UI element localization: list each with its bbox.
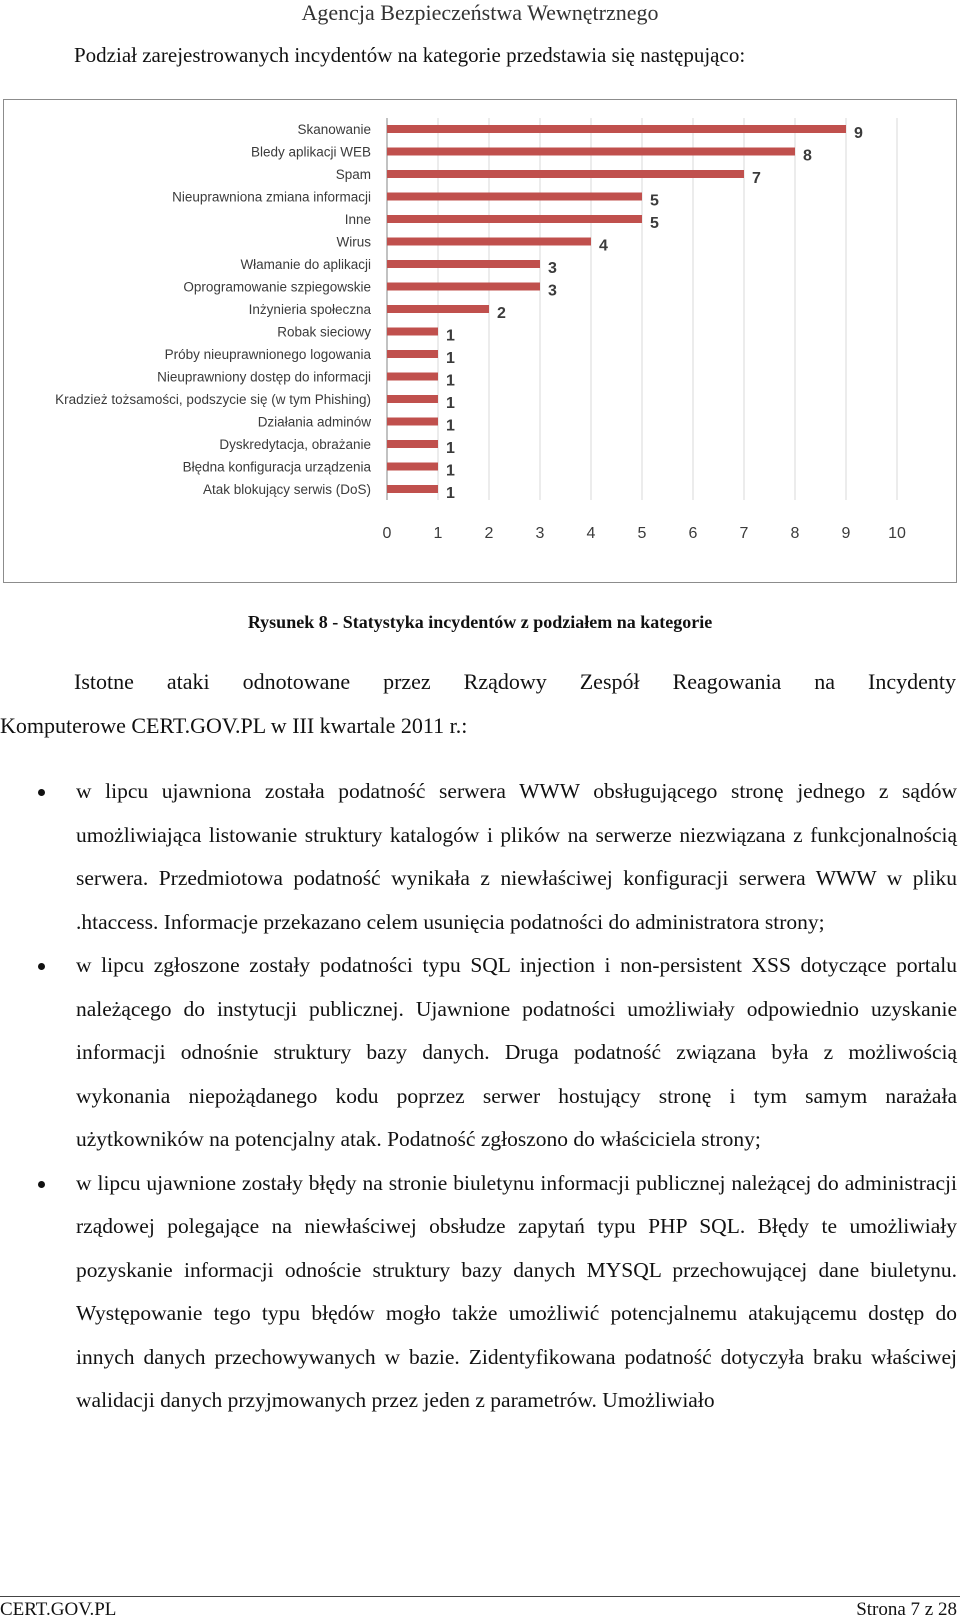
list-item: w lipcu ujawniona została podatność serwera WWW obsługującego stronę jednego z sądów umożliwiająca listowanie struktury katalogów i plików na serwerze niezwiązana z funkcjonalnością serwera. Przedmiotowa podatność wynikała z niewłaściwej konfiguracji serwera WWW w pliku .htaccess. Informacje przekazano celem usunięcia podatności do administratora strony; — [0, 770, 960, 944]
bar — [387, 283, 540, 291]
x-tick-label: 3 — [535, 525, 545, 542]
page-footer — [0, 1596, 960, 1621]
data-label: 1 — [446, 372, 455, 390]
x-tick-label: 9 — [841, 525, 851, 542]
bar — [387, 125, 846, 133]
bar — [387, 238, 591, 246]
intro-text: Podział zarejestrowanych incydentów na kategorie przedstawia się następująco: — [74, 43, 746, 67]
category-label: Spam — [335, 167, 371, 182]
x-tick-label: 10 — [888, 525, 906, 542]
category-label: Próby nieuprawnionego logowania — [164, 347, 371, 362]
x-tick-label: 2 — [484, 525, 494, 542]
incident-bar-chart — [4, 100, 956, 582]
data-label: 7 — [752, 170, 761, 187]
bar — [387, 373, 438, 381]
category-label: Nieuprawniony dostęp do informacji — [157, 369, 371, 385]
category-label: Błędna konfiguracja urządzenia — [182, 459, 371, 475]
category-label: Wirus — [336, 234, 371, 250]
category-label: Skanowanie — [297, 122, 371, 137]
category-label: Nieuprawniona zmiana informacji — [172, 189, 371, 205]
bar — [387, 463, 438, 471]
category-label: Bledy aplikacji WEB — [250, 144, 371, 160]
footer-org: CERT.GOV.PL — [0, 1599, 117, 1620]
data-label: 5 — [650, 215, 659, 232]
data-label: 3 — [548, 282, 557, 300]
data-label: 3 — [548, 260, 557, 277]
incident-list — [0, 770, 960, 1423]
category-label: Robak sieciowy — [277, 324, 371, 340]
document-header: Agencja Bezpieczeństwa Wewnętrznego — [301, 0, 659, 25]
x-tick-label: 0 — [382, 525, 392, 542]
category-label: Inżynieria społeczna — [248, 302, 371, 317]
data-label: 5 — [650, 192, 659, 210]
bar — [387, 395, 438, 403]
x-tick-label: 5 — [637, 525, 647, 542]
data-label: 1 — [446, 440, 455, 457]
bar — [387, 485, 438, 493]
data-label: 1 — [446, 462, 455, 480]
page-number: Strona 7 z 28 — [856, 1599, 957, 1620]
paragraph-line-2: Komputerowe CERT.GOV.PL w III kwartale 2011 r.: — [0, 713, 468, 738]
data-label: 9 — [854, 125, 863, 142]
category-label: Kradzież tożsamości, podszycie się (w tym Phishing) — [55, 392, 371, 407]
category-label: Włamanie do aplikacji — [240, 257, 371, 272]
x-tick-label: 1 — [433, 525, 443, 542]
category-label: Dyskredytacja, obrażanie — [219, 437, 371, 452]
data-label: 4 — [599, 237, 608, 255]
bar — [387, 305, 489, 313]
category-label: Oprogramowanie szpiegowskie — [183, 279, 371, 295]
list-item: w lipcu ujawnione zostały błędy na stronie biuletynu informacji publicznej należącej do administracji rządowej polegające na niewłaściwej obsłudze zapytań typu PHP SQL. Błędy te umożliwiały pozyskanie informacji odnoście struktury bazy danych MYSQL przechowującej dane biuletynu. Występowanie tego typu błędów mogło także umożliwić potencjalnemu atakującemu dostęp do innych danych przechowywanych w bazie. Zidentyfikowana podatność dotyczyła braku właściwej walidacji danych przyjmowanych przez jeden z parametrów. Umożliwiało — [0, 1162, 960, 1423]
figure-caption: Rysunek 8 - Statystyka incydentów z podziałem na kategorie — [247, 612, 713, 632]
bar — [387, 148, 795, 156]
x-tick-label: 6 — [688, 525, 698, 542]
data-label: 1 — [446, 485, 455, 502]
data-label: 1 — [446, 417, 455, 435]
bar — [387, 215, 642, 223]
incident-chart — [3, 99, 957, 583]
paragraph-line-1: Istotne ataki odnotowane przez Rządowy Zespół Reagowania na Incydenty — [74, 669, 956, 694]
x-tick-label: 8 — [790, 525, 800, 542]
bar — [387, 418, 438, 426]
data-label: 1 — [446, 327, 455, 345]
data-label: 1 — [446, 350, 455, 367]
x-tick-label: 4 — [586, 525, 596, 542]
list-item: w lipcu zgłoszone zostały podatności typu SQL injection i non-persistent XSS dotyczące portalu należącego do instytucji publicznej. Ujawnione podatności umożliwiały odpowiednio uzyskanie informacji odnośnie struktury bazy danych. Druga podatność związana była z możliwością wykonania niepożądanego kodu poprzez serwer hostujący stronę i tym samym narażała użytkowników na potencjalny atak. Podatność zgłoszono do właściciela strony; — [0, 944, 960, 1162]
data-label: 2 — [497, 305, 506, 322]
bar — [387, 260, 540, 268]
bar — [387, 328, 438, 336]
x-tick-label: 7 — [739, 525, 749, 542]
bar — [387, 350, 438, 358]
category-label: Działania adminów — [257, 414, 371, 430]
category-label: Atak blokujący serwis (DoS) — [202, 482, 371, 497]
bar — [387, 440, 438, 448]
bar — [387, 193, 642, 201]
data-label: 1 — [446, 395, 455, 412]
category-label: Inne — [344, 212, 371, 227]
intro-paragraph — [0, 660, 960, 748]
data-label: 8 — [803, 147, 812, 165]
bar — [387, 170, 744, 178]
